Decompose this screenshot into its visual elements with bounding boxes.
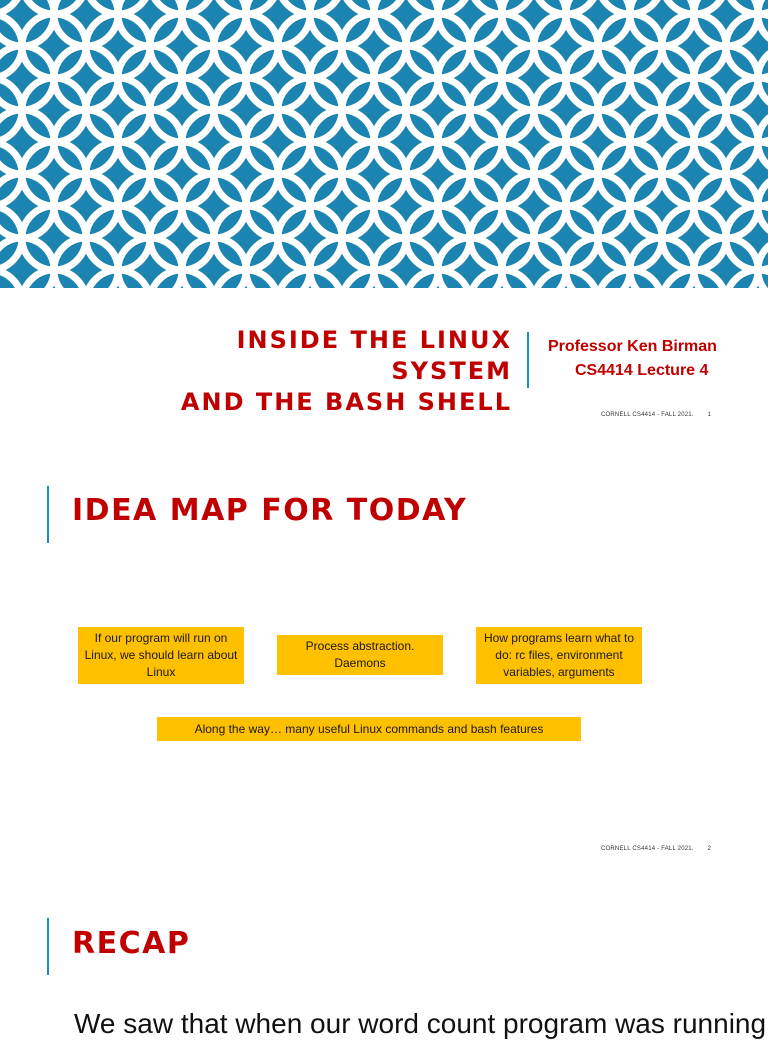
title-divider [527, 332, 529, 388]
decorative-banner [0, 0, 768, 288]
heading-accent-bar [47, 486, 49, 543]
title-line-2: AND THE BASH SHELL [180, 388, 512, 416]
slide-title [160, 325, 512, 418]
heading-accent-bar [47, 918, 49, 975]
title-line-1: INSIDE THE LINUX SYSTEM [236, 326, 512, 385]
recap-body-text: We saw that when our word count program was running [74, 1008, 767, 1039]
page-number: 2 [707, 846, 712, 852]
slide-footer-1 [601, 412, 711, 418]
circle-pattern [0, 0, 768, 288]
banner-rings [0, 0, 768, 288]
course-lecture: CS4414 Lecture 4 [575, 362, 709, 379]
slide-heading: RECAP [72, 926, 191, 961]
footer-text: CORNELL CS4414 - FALL 2021. [601, 412, 694, 418]
idea-box-process: Process abstraction. Daemons [277, 635, 443, 675]
footer-text: CORNELL CS4414 - FALL 2021. [601, 846, 694, 852]
author-name: Professor Ken Birman [548, 338, 717, 355]
slide-heading: IDEA MAP FOR TODAY [72, 493, 468, 528]
idea-box-linux: If our program will run on Linux, we should learn about Linux [78, 627, 244, 684]
page-number: 1 [707, 412, 712, 418]
idea-box-config: How programs learn what to do: rc files, environment variables, arguments [476, 627, 642, 684]
idea-box-commands: Along the way… many useful Linux commands and bash features [157, 717, 581, 741]
slide-footer-2 [601, 846, 711, 852]
